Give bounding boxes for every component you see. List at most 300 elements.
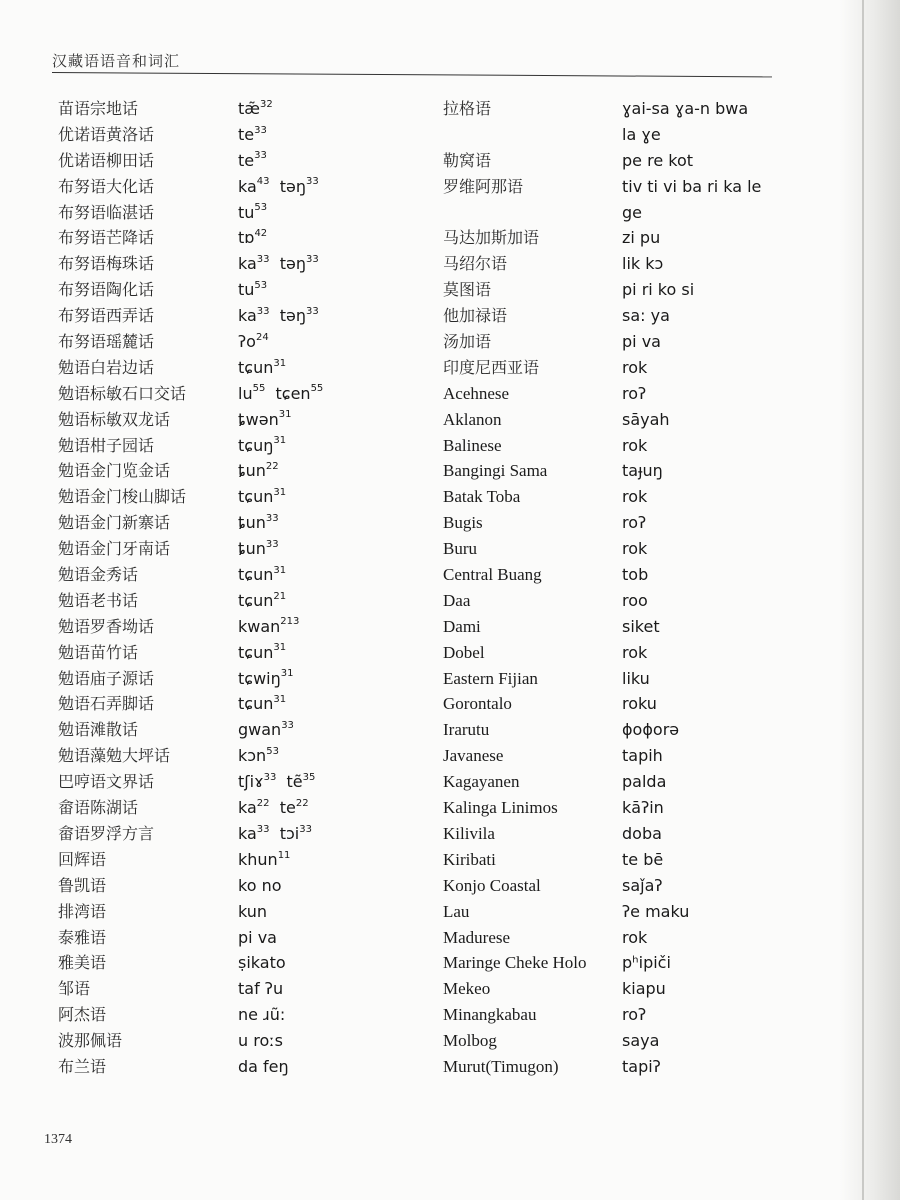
language-name-text: Maringe Cheke Holo — [443, 953, 587, 973]
language-name-text: 布努语梅珠话 — [58, 254, 155, 274]
language-name-text: 鲁凯语 — [58, 875, 107, 895]
word-form — [622, 1028, 782, 1054]
language-name-text: 勉语石弄脚话 — [58, 694, 155, 714]
language-name — [443, 614, 623, 640]
tone-superscript: 33 — [256, 254, 270, 266]
form-text-second: təŋ — [279, 306, 306, 326]
language-name-text: Batak Toba — [443, 487, 521, 507]
form-text: ʔe maku — [622, 901, 690, 921]
language-name — [58, 433, 223, 459]
left-language-column — [58, 96, 223, 1080]
form-text: sa: ya — [622, 306, 670, 326]
language-name — [58, 562, 223, 588]
language-name-text: 布努语西弄话 — [58, 306, 155, 326]
form-text: la ɣe — [622, 124, 661, 144]
language-name — [443, 303, 623, 329]
language-name-text: Buru — [443, 539, 477, 559]
form-text: roʔ — [622, 513, 647, 533]
language-name — [58, 355, 223, 381]
language-name — [443, 200, 623, 226]
language-name-text: Madurese — [443, 927, 511, 947]
language-name — [58, 381, 223, 407]
form-text: lu — [238, 383, 253, 403]
word-form — [622, 329, 782, 355]
word-form — [622, 562, 782, 588]
form-text: liku — [622, 668, 650, 688]
language-name-text: 他加禄语 — [443, 306, 508, 326]
tone-superscript: 31 — [273, 435, 287, 447]
language-name-text: Aklanon — [443, 409, 502, 429]
language-name-text: 巴哼语文界话 — [58, 772, 155, 792]
language-name — [58, 148, 223, 174]
form-text: siket — [622, 616, 660, 636]
word-form — [238, 847, 418, 873]
word-form — [238, 225, 418, 251]
language-name — [443, 329, 623, 355]
tone-superscript: 213 — [280, 616, 300, 628]
language-name — [58, 303, 223, 329]
language-name — [58, 588, 223, 614]
language-name — [58, 899, 223, 925]
language-name — [443, 899, 623, 925]
language-name — [58, 536, 223, 562]
form-text: ka — [238, 254, 257, 274]
word-form — [238, 303, 418, 329]
form-text: ko no — [238, 875, 282, 895]
form-text: tob — [622, 565, 649, 585]
word-form — [238, 510, 418, 536]
language-name-text: 波那佩语 — [58, 1031, 123, 1051]
language-name-text: Central Buang — [443, 565, 542, 585]
language-name — [443, 355, 623, 381]
language-name-text: 畲语罗浮方言 — [58, 823, 155, 843]
form-text: roʔ — [622, 383, 647, 403]
tone-superscript: 53 — [254, 202, 268, 214]
word-form — [238, 122, 418, 148]
language-name-text: Murut(Timugon) — [443, 1056, 559, 1076]
form-text: tapih — [622, 746, 663, 766]
language-name — [58, 96, 223, 122]
language-name-text: 汤加语 — [443, 332, 492, 352]
form-text-second: te — [279, 798, 296, 818]
page-edge — [862, 0, 864, 1200]
form-text: ka — [238, 306, 257, 326]
language-name-text: Kilivila — [443, 823, 495, 843]
language-name-text: 勉语藻勉大坪话 — [58, 746, 171, 766]
form-text: tæ̃ — [238, 99, 260, 118]
word-form — [238, 717, 418, 743]
language-name-text: 布努语大化话 — [58, 176, 155, 196]
language-name-text: Balinese — [443, 435, 502, 455]
tone-superscript-second: 33 — [305, 176, 319, 188]
word-form — [622, 458, 782, 484]
language-name-text: 勉语金门览金话 — [58, 461, 171, 481]
language-name — [443, 562, 623, 588]
language-name-text: Irarutu — [443, 720, 490, 740]
language-name — [58, 329, 223, 355]
form-text: te bē — [622, 849, 664, 869]
tone-superscript: 21 — [273, 590, 287, 602]
word-form — [238, 355, 418, 381]
tone-superscript: 33 — [254, 150, 267, 162]
form-text: tɕun — [238, 357, 274, 377]
language-name — [58, 251, 223, 277]
form-text: saǰaʔ — [622, 875, 663, 895]
tone-superscript: 53 — [254, 279, 268, 291]
form-text: rok — [622, 435, 648, 455]
word-form — [622, 510, 782, 536]
language-name-text: Konjo Coastal — [443, 875, 541, 895]
language-name — [443, 484, 623, 510]
language-name — [58, 174, 223, 200]
language-name — [58, 510, 223, 536]
word-form — [238, 666, 418, 692]
language-name — [58, 666, 223, 692]
word-form — [238, 873, 418, 899]
language-name — [58, 407, 223, 433]
word-form — [622, 717, 782, 743]
language-name-text: 阿杰语 — [58, 1005, 107, 1025]
word-form — [238, 277, 418, 303]
language-name — [443, 976, 623, 1002]
tone-superscript: 32 — [259, 98, 273, 110]
form-text: tiv ti vi ba ri ka le — [622, 176, 762, 196]
language-name-text: 布努语临湛话 — [58, 202, 155, 222]
form-text: palda — [622, 772, 667, 792]
language-name-text: 布努语芒降话 — [58, 228, 155, 248]
form-text: pʰipiči — [622, 953, 671, 973]
language-name — [58, 200, 223, 226]
language-name-text: Lau — [443, 901, 470, 921]
language-name-text: 勉语金门梭山脚话 — [58, 487, 187, 507]
word-form — [622, 821, 782, 847]
word-form — [622, 536, 782, 562]
language-name — [58, 769, 223, 795]
tone-superscript: 43 — [256, 176, 270, 188]
language-name-text: 莫图语 — [443, 280, 492, 300]
word-form — [622, 200, 782, 226]
language-name — [58, 691, 223, 717]
right-language-column — [443, 96, 623, 1080]
language-name — [58, 458, 223, 484]
word-form — [238, 640, 418, 666]
language-name — [443, 1054, 623, 1080]
language-name — [443, 277, 623, 303]
language-name — [443, 950, 623, 976]
form-text-second: tɔi — [279, 823, 300, 843]
tone-superscript: 31 — [278, 409, 292, 421]
word-form — [622, 251, 782, 277]
header-rule — [52, 72, 772, 77]
word-form — [622, 122, 782, 148]
form-text: rok — [622, 487, 648, 507]
language-name — [443, 433, 623, 459]
language-name-text: 优诺语柳田话 — [58, 150, 155, 170]
word-form — [622, 355, 782, 381]
tone-superscript: 22 — [256, 797, 270, 809]
language-name-text: 勉语标敏石口交话 — [58, 383, 187, 403]
language-name-text: 回辉语 — [58, 849, 107, 869]
language-name — [443, 96, 623, 122]
form-text-second: təŋ — [279, 254, 306, 274]
language-name-text: 印度尼西亚语 — [443, 357, 540, 377]
form-text: da feŋ — [238, 1056, 289, 1076]
language-name — [58, 795, 223, 821]
form-text: tɕun — [238, 590, 274, 610]
word-form — [238, 795, 418, 821]
language-name-text: 邹语 — [58, 979, 91, 999]
language-name — [443, 795, 623, 821]
form-text: kɔn — [238, 746, 267, 766]
language-name-text: 布兰语 — [58, 1056, 107, 1076]
language-name-text: Kalinga Linimos — [443, 798, 558, 818]
language-name-text: Bangingi Sama — [443, 461, 548, 481]
language-name-text: Javanese — [443, 746, 504, 766]
tone-superscript: 33 — [265, 538, 279, 550]
word-form — [238, 433, 418, 459]
language-name — [58, 225, 223, 251]
form-text: ȶun — [238, 461, 266, 481]
tone-superscript: 11 — [277, 849, 291, 861]
language-name-text: 勉语苗竹话 — [58, 642, 139, 662]
language-name — [443, 148, 623, 174]
language-name — [58, 484, 223, 510]
word-form — [622, 691, 782, 717]
form-text-second: tẽ — [286, 772, 303, 792]
word-form — [238, 562, 418, 588]
language-name — [58, 743, 223, 769]
form-text: tɕun — [238, 487, 274, 507]
word-form — [622, 381, 782, 407]
language-name-text: Mekeo — [443, 979, 491, 999]
word-form — [622, 433, 782, 459]
form-text: kāʔin — [622, 798, 664, 818]
language-name-text: 勉语柑子园话 — [58, 435, 155, 455]
tone-superscript-second: 33 — [305, 305, 319, 317]
language-name-text: Minangkabau — [443, 1005, 537, 1025]
form-text: tu — [238, 280, 255, 300]
tone-superscript: 31 — [273, 564, 287, 576]
word-form — [238, 251, 418, 277]
tone-superscript: 42 — [254, 228, 268, 240]
tone-superscript: 53 — [266, 745, 279, 757]
language-name — [58, 873, 223, 899]
tone-superscript: 33 — [281, 720, 294, 732]
form-text: ka — [238, 823, 257, 843]
form-text: rok — [622, 642, 648, 662]
form-text: ɣai-sa ɣa-n bwa — [622, 99, 749, 118]
tone-superscript-second: 35 — [302, 771, 316, 783]
language-name-text: 勉语金门新寨话 — [58, 513, 171, 533]
language-name-text: Dami — [443, 616, 481, 636]
word-form — [622, 976, 782, 1002]
form-text: tɕun — [238, 694, 274, 714]
word-form — [238, 407, 418, 433]
form-text: ʔo — [238, 332, 256, 352]
form-text-second: tɕen — [275, 383, 311, 403]
right-form-column — [622, 96, 782, 1080]
form-text: pi va — [622, 332, 661, 352]
word-form — [622, 950, 782, 976]
word-form — [238, 200, 418, 226]
language-name — [58, 950, 223, 976]
language-name-text: 勉语标敏双龙话 — [58, 409, 171, 429]
word-form — [622, 174, 782, 200]
tone-superscript: 33 — [256, 823, 270, 835]
language-name — [58, 1002, 223, 1028]
word-form — [238, 743, 418, 769]
word-form — [622, 847, 782, 873]
form-text: roo — [622, 590, 648, 610]
form-text-second: təŋ — [279, 176, 306, 196]
word-form — [622, 148, 782, 174]
form-text: rok — [622, 357, 648, 377]
form-text: sāyah — [622, 409, 670, 429]
language-name — [58, 976, 223, 1002]
language-name — [443, 717, 623, 743]
form-text: ȶun — [238, 513, 266, 533]
tone-superscript-second: 55 — [310, 383, 324, 395]
form-text: pe re kot — [622, 150, 693, 170]
language-name-text: 勉语金门牙南话 — [58, 539, 171, 559]
word-form — [622, 640, 782, 666]
form-text: pi ri ko si — [622, 280, 695, 300]
language-name — [443, 769, 623, 795]
language-name-text: 勉语白岩边话 — [58, 357, 155, 377]
language-name — [443, 640, 623, 666]
form-text: gwan — [238, 720, 282, 740]
language-name — [443, 1028, 623, 1054]
language-name — [443, 873, 623, 899]
language-name — [443, 381, 623, 407]
tone-superscript-second: 22 — [295, 797, 309, 809]
language-name-text: 苗语宗地话 — [58, 99, 139, 118]
form-text: zi pu — [622, 228, 661, 248]
form-text: ȶun — [238, 539, 266, 559]
language-name-text: 勉语滩散话 — [58, 720, 139, 740]
form-text: kiapu — [622, 979, 666, 999]
language-name — [443, 1002, 623, 1028]
word-form — [238, 1054, 418, 1080]
language-name-text: Acehnese — [443, 383, 510, 403]
language-name-text: Bugis — [443, 513, 483, 533]
word-form — [622, 743, 782, 769]
form-text: te — [238, 124, 255, 144]
word-form — [622, 407, 782, 433]
form-text: tɒ — [238, 228, 255, 248]
form-text: tapiʔ — [622, 1056, 661, 1076]
language-name — [443, 536, 623, 562]
word-form — [238, 536, 418, 562]
language-name-text: 布努语陶化话 — [58, 280, 155, 300]
word-form — [238, 484, 418, 510]
form-text: tʃiɤ — [238, 772, 264, 792]
tone-superscript: 22 — [265, 461, 279, 473]
language-name — [443, 122, 623, 148]
language-name-text: Kagayanen — [443, 772, 520, 792]
word-form — [622, 277, 782, 303]
word-form — [622, 614, 782, 640]
form-text: roʔ — [622, 1005, 647, 1025]
page-number: 1374 — [44, 1132, 72, 1147]
tone-superscript-second: 33 — [299, 823, 312, 835]
word-form — [238, 458, 418, 484]
form-text: tu — [238, 202, 255, 222]
language-name — [58, 821, 223, 847]
language-name-text: 勒窝语 — [443, 150, 492, 170]
language-name — [443, 510, 623, 536]
form-text: rok — [622, 539, 648, 559]
word-form — [622, 666, 782, 692]
language-name-text: 畲语陈湖话 — [58, 798, 139, 818]
language-name-text: Kiribati — [443, 849, 496, 869]
tone-superscript: 31 — [273, 642, 287, 654]
tone-superscript: 33 — [254, 124, 267, 136]
form-text: ka — [238, 176, 257, 196]
form-text: ne ɹũ: — [238, 1005, 286, 1025]
word-form — [238, 769, 418, 795]
language-name — [443, 407, 623, 433]
word-form — [238, 1002, 418, 1028]
language-name — [58, 614, 223, 640]
language-name — [58, 122, 223, 148]
word-form — [622, 484, 782, 510]
word-form — [238, 950, 418, 976]
language-name — [443, 691, 623, 717]
tone-superscript: 33 — [265, 512, 279, 524]
language-name — [443, 925, 623, 951]
language-name-text: Eastern Fijian — [443, 668, 538, 688]
word-form — [238, 925, 418, 951]
word-form — [238, 1028, 418, 1054]
word-form — [238, 174, 418, 200]
language-name-text: Dobel — [443, 642, 485, 662]
language-name-text: 勉语罗香坳话 — [58, 616, 155, 636]
language-name — [58, 1054, 223, 1080]
language-name-text: 排湾语 — [58, 901, 107, 921]
language-name — [443, 174, 623, 200]
form-text: lik kɔ — [622, 254, 664, 274]
word-form — [238, 614, 418, 640]
language-name-text: Daa — [443, 590, 471, 610]
form-text: kun — [238, 901, 268, 921]
word-form — [238, 148, 418, 174]
word-form — [622, 873, 782, 899]
form-text: doba — [622, 823, 662, 843]
form-text: kwan — [238, 616, 281, 636]
language-name — [443, 743, 623, 769]
form-text: saya — [622, 1031, 660, 1051]
language-name — [58, 277, 223, 303]
form-text: ɸoɸorə — [622, 720, 680, 740]
language-name-text: 雅美语 — [58, 953, 107, 973]
form-text: roku — [622, 694, 657, 714]
language-name-text: 布努语瑶麓话 — [58, 332, 155, 352]
form-text: ge — [622, 202, 642, 222]
form-text: tɕuŋ — [238, 435, 274, 455]
word-form — [238, 96, 418, 122]
language-name — [58, 717, 223, 743]
language-name-text: 勉语庙子源话 — [58, 668, 155, 688]
word-form — [622, 225, 782, 251]
word-form — [622, 1002, 782, 1028]
tone-superscript: 31 — [273, 357, 287, 369]
word-form — [622, 303, 782, 329]
tone-superscript: 31 — [280, 668, 294, 680]
language-name-text: 勉语金秀话 — [58, 565, 139, 585]
language-name-text: 泰雅语 — [58, 927, 107, 947]
form-text: ȶwən — [238, 409, 279, 429]
